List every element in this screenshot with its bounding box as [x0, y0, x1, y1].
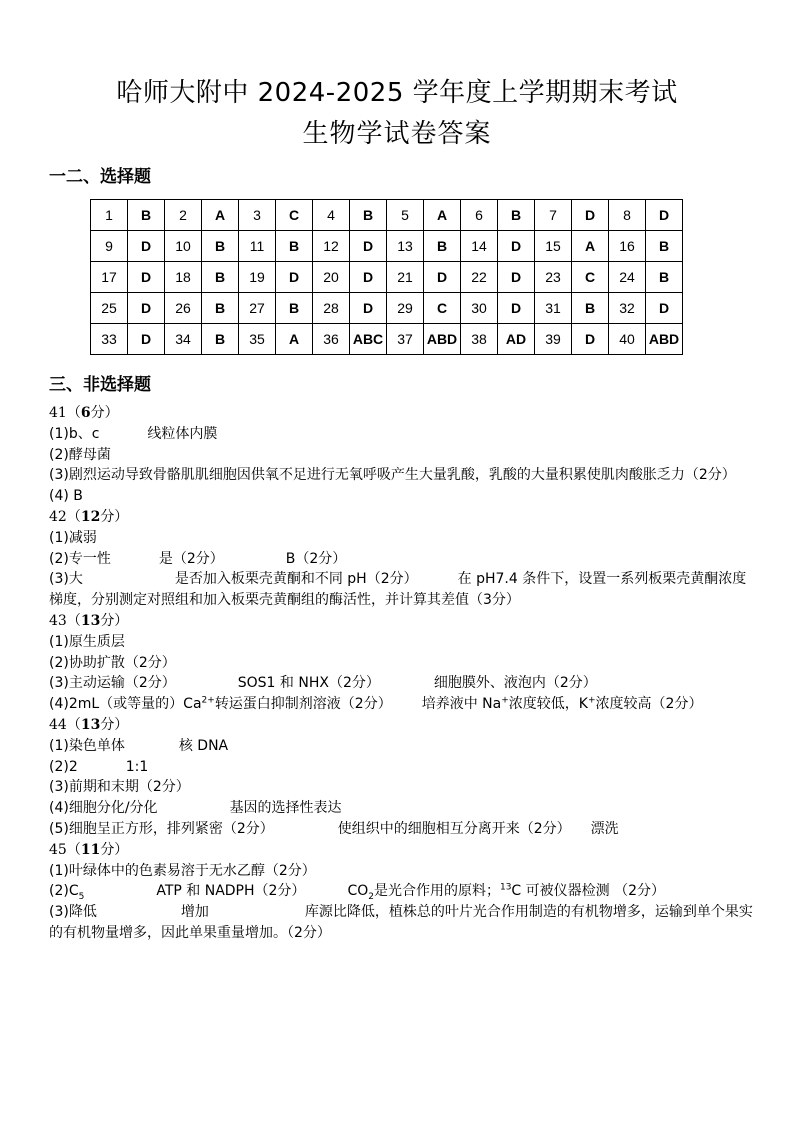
- question-number-cell: 23: [535, 262, 572, 293]
- answer-cell: B: [572, 293, 609, 324]
- answer-45-1: (1)叶绿体中的色素易溶于无水乙醇（2分）: [49, 862, 316, 879]
- question-number-cell: 7: [535, 200, 572, 231]
- answer-cell: D: [350, 231, 387, 262]
- question-header-44: 44（13分）: [49, 716, 129, 733]
- question-number-cell: 8: [609, 200, 646, 231]
- question-number-cell: 3: [239, 200, 276, 231]
- answer-table-row: [91, 293, 683, 324]
- question-number-cell: 22: [461, 262, 498, 293]
- question-number-cell: 31: [535, 293, 572, 324]
- answer-44-4: (4)细胞分化/分化 基因的选择性表达: [49, 800, 342, 817]
- question-number-cell: 40: [609, 324, 646, 355]
- question-number-cell: 39: [535, 324, 572, 355]
- answer-table-row: [91, 231, 683, 262]
- answer-cell: A: [276, 324, 313, 355]
- question-number-cell: 34: [165, 324, 202, 355]
- question-number-cell: 35: [239, 324, 276, 355]
- answer-cell: B: [202, 231, 239, 262]
- page-subtitle: 生物学试卷答案: [302, 119, 492, 149]
- question-number-cell: 28: [313, 293, 350, 324]
- question-number-cell: 2: [165, 200, 202, 231]
- answer-cell: ABC: [350, 324, 387, 355]
- answer-44-5: (5)细胞呈正方形，排列紧密（2分） 使组织中的细胞相互分离开来（2分） 漂洗: [49, 820, 619, 837]
- question-number-cell: 9: [91, 231, 128, 262]
- question-number-cell: 36: [313, 324, 350, 355]
- question-number-cell: 17: [91, 262, 128, 293]
- answer-cell: C: [572, 262, 609, 293]
- question-number-cell: 13: [387, 231, 424, 262]
- answer-cell: A: [572, 231, 609, 262]
- answer-41-1: (1)b、c 线粒体内膜: [49, 425, 218, 442]
- answer-cell: D: [646, 200, 683, 231]
- question-number-cell: 20: [313, 262, 350, 293]
- answer-44-2: (2)2 1:1: [49, 758, 149, 775]
- answer-41-3: (3)剧烈运动导致骨骼肌肌细胞因供氧不足进行无氧呼吸产生大量乳酸，乳酸的大量积累使肌肉酸胀乏力（2分）: [49, 467, 736, 484]
- answer-41-2: (2)酵母菌: [49, 446, 111, 463]
- answer-cell: D: [646, 293, 683, 324]
- answer-cell: A: [424, 200, 461, 231]
- answer-cell: D: [572, 200, 609, 231]
- question-number-cell: 25: [91, 293, 128, 324]
- question-number-cell: 6: [461, 200, 498, 231]
- question-number-cell: 21: [387, 262, 424, 293]
- answer-cell: B: [202, 324, 239, 355]
- question-header-42: 42（12分）: [49, 508, 129, 525]
- question-number-cell: 4: [313, 200, 350, 231]
- section-heading-choice: 一二、选择题: [49, 167, 151, 187]
- question-number-cell: 5: [387, 200, 424, 231]
- question-number-cell: 18: [165, 262, 202, 293]
- answer-44-3: (3)前期和末期（2分）: [49, 779, 190, 796]
- answer-41-4: (4) B: [49, 488, 83, 505]
- question-number-cell: 24: [609, 262, 646, 293]
- answer-cell: D: [350, 262, 387, 293]
- question-number-cell: 27: [239, 293, 276, 324]
- question-header-43: 43（13分）: [49, 612, 129, 629]
- answer-cell: B: [276, 293, 313, 324]
- answer-cell: D: [128, 324, 165, 355]
- question-number-cell: 19: [239, 262, 276, 293]
- question-number-cell: 10: [165, 231, 202, 262]
- question-header-41: 41（6分）: [49, 405, 119, 421]
- answer-table: [90, 199, 683, 355]
- answer-body: [49, 403, 759, 944]
- question-number-cell: 32: [609, 293, 646, 324]
- answer-cell: B: [646, 262, 683, 293]
- answer-cell: D: [128, 293, 165, 324]
- answer-table-row: [91, 200, 683, 231]
- answer-cell: ABD: [424, 324, 461, 355]
- answer-cell: B: [424, 231, 461, 262]
- section-heading-nonchoice: 三、非选择题: [49, 375, 151, 395]
- answer-43-1: (1)原生质层: [49, 633, 125, 650]
- answer-cell: D: [572, 324, 609, 355]
- question-number-cell: 16: [609, 231, 646, 262]
- answer-cell: D: [498, 262, 535, 293]
- answer-cell: B: [128, 200, 165, 231]
- answer-cell: D: [498, 293, 535, 324]
- question-number-cell: 11: [239, 231, 276, 262]
- answer-43-2: (2)协助扩散（2分）: [49, 654, 176, 671]
- question-number-cell: 33: [91, 324, 128, 355]
- answer-cell: B: [202, 293, 239, 324]
- question-number-cell: 38: [461, 324, 498, 355]
- answer-cell: AD: [498, 324, 535, 355]
- answer-cell: B: [276, 231, 313, 262]
- answer-42-1: (1)减弱: [49, 529, 97, 546]
- answer-cell: D: [276, 262, 313, 293]
- question-number-cell: 12: [313, 231, 350, 262]
- question-number-cell: 15: [535, 231, 572, 262]
- answer-cell: B: [646, 231, 683, 262]
- answer-45-2: $(2)C_5$ ATP 和 NADPH（2分） $CO_2$是光合作用的原料；$^{13}$C 可被仪器检测 （2分）: [49, 882, 666, 903]
- answer-43-4: (4)2mL（或等量的）$Ca^{2+}$转运蛋白抑制剂溶液（2分） 培养液中 Na+浓度较低，K+浓度较高（2分）: [49, 695, 703, 713]
- question-number-cell: 26: [165, 293, 202, 324]
- answer-cell: D: [128, 262, 165, 293]
- question-number-cell: 29: [387, 293, 424, 324]
- answer-cell: ABD: [646, 324, 683, 355]
- question-number-cell: 37: [387, 324, 424, 355]
- question-number-cell: 14: [461, 231, 498, 262]
- answer-cell: D: [350, 293, 387, 324]
- answer-table-row: [91, 324, 683, 355]
- answer-cell: B: [350, 200, 387, 231]
- answer-cell: B: [498, 200, 535, 231]
- page-title: 哈师大附中 2024-2025 学年度上学期期末考试: [116, 78, 678, 108]
- question-number-cell: 30: [461, 293, 498, 324]
- answer-table-row: [91, 262, 683, 293]
- answer-42-3: (3)大 是否加入板栗壳黄酮和不同 pH（2分） 在 pH7.4 条件下，设置一系列板栗壳黄酮浓度梯度，分别测定对照组和加入板栗壳黄酮组的酶活性，并计算其差值（3分）: [49, 571, 747, 609]
- answer-cell: A: [202, 200, 239, 231]
- answer-45-3: (3)降低 增加 库源比降低，植株总的叶片光合作用制造的有机物增多，运输到单个果实的有机物量增多，因此单果重量增加。（2分）: [49, 904, 753, 941]
- answer-44-1: (1)染色单体 核 DNA: [49, 737, 229, 754]
- question-header-45: 45（11分）: [49, 841, 129, 858]
- answer-cell: C: [276, 200, 313, 231]
- answer-cell: D: [424, 262, 461, 293]
- answer-42-2: (2)专一性 是（2分） B（2分）: [49, 550, 347, 567]
- answer-cell: B: [202, 262, 239, 293]
- question-number-cell: 1: [91, 200, 128, 231]
- answer-43-3: (3)主动运输（2分） SOS1 和 NHX（2分） 细胞膜外、液泡内（2分）: [49, 675, 597, 692]
- answer-cell: C: [424, 293, 461, 324]
- answer-cell: D: [498, 231, 535, 262]
- answer-cell: D: [128, 231, 165, 262]
